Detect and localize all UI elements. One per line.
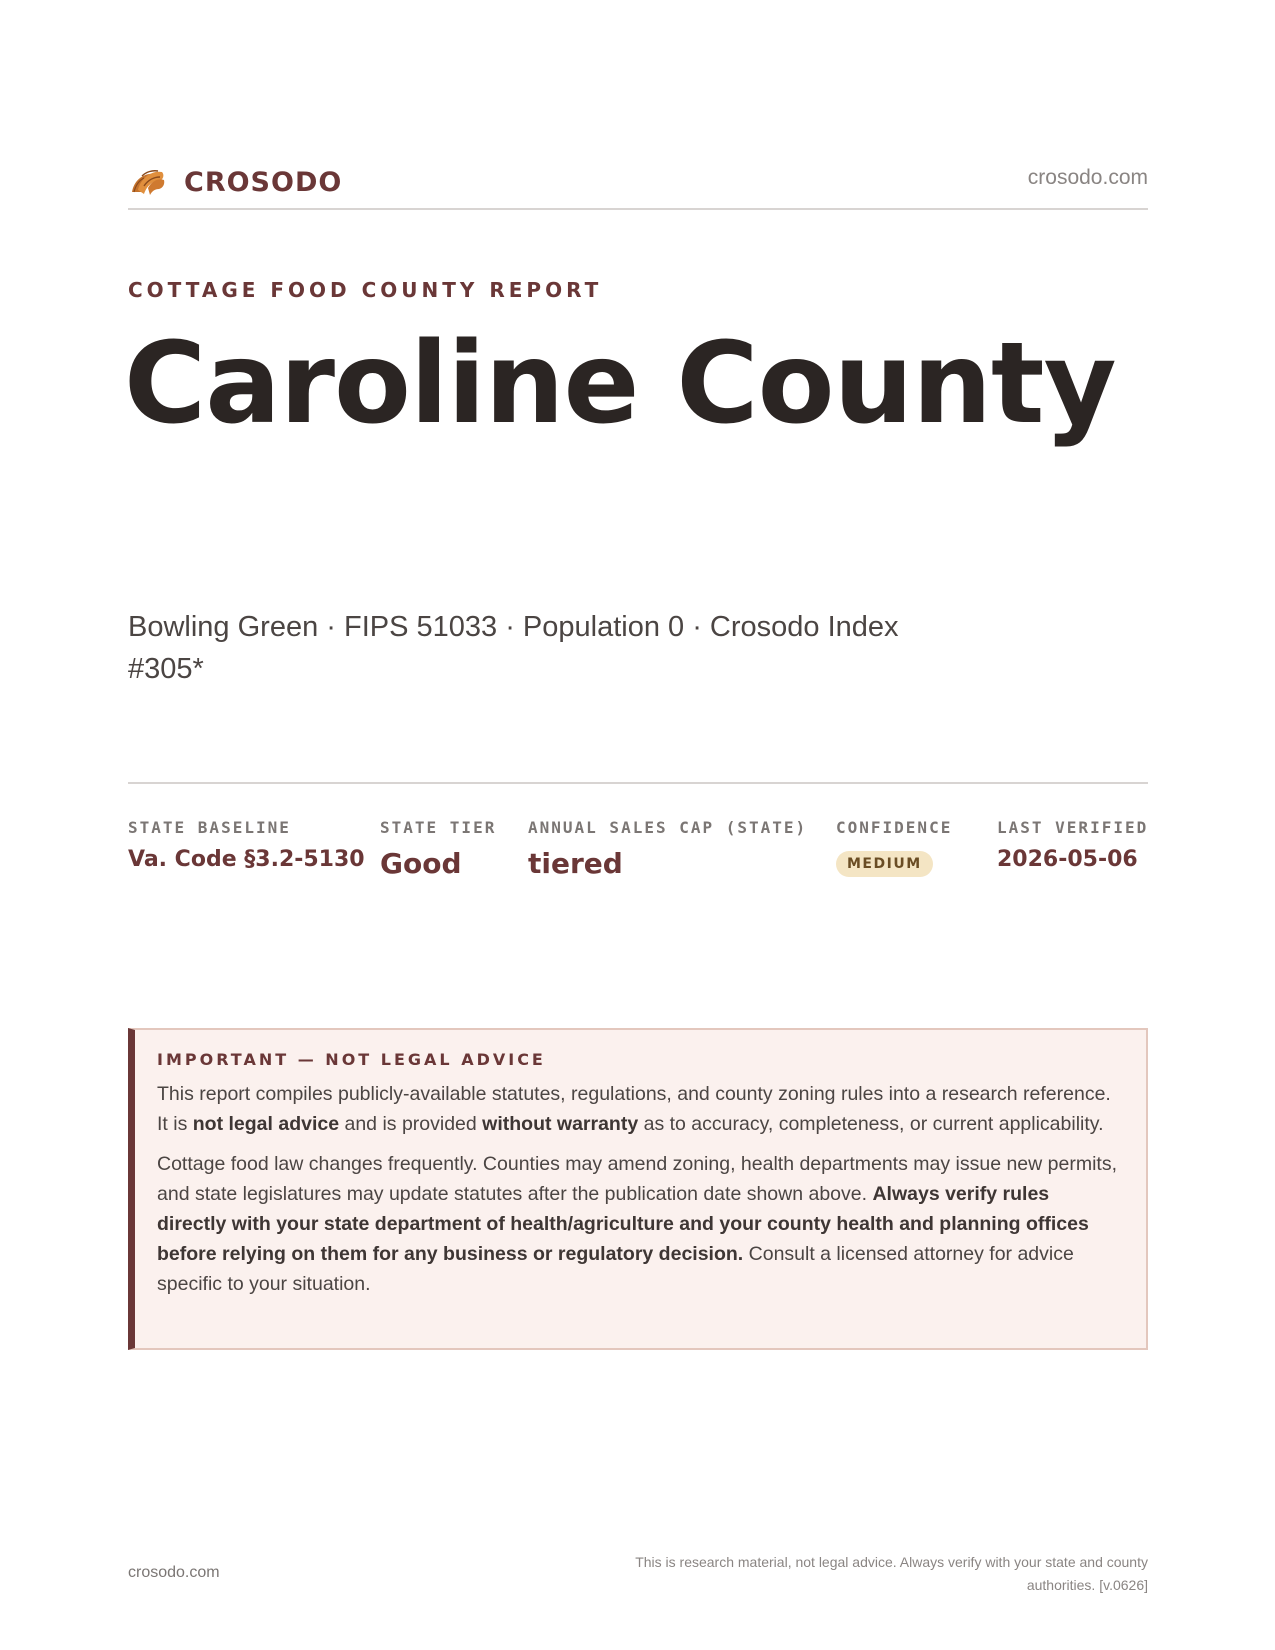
stat-value: 2026-05-06 (997, 847, 1138, 872)
footer-site-link[interactable]: crosodo.com (128, 1564, 220, 1581)
report-eyebrow: COTTAGE FOOD COUNTY REPORT (128, 278, 603, 302)
page-header (128, 158, 1148, 210)
notice-paragraph-2 (157, 1149, 1120, 1299)
notice-text: and is provided (339, 1113, 483, 1135)
footer-disclaimer: This is research material, not legal advice. Always verify with your state and county authorities. [v.0626] (635, 1554, 1148, 1593)
notice-title: IMPORTANT — NOT LEGAL ADVICE (157, 1050, 546, 1069)
report-subtitle: Bowling Green · FIPS 51033 · Population 0 · Crosodo Index #305* (128, 611, 899, 685)
notice-emphasis: Always verify rules directly with your state department of health/agriculture and your county health and planning offices before relying on them for any business or regulatory decision. (157, 1183, 1089, 1265)
notice-text: as to accuracy, completeness, or current applicability. (638, 1113, 1104, 1135)
stat-label: ANNUAL SALES CAP (STATE) (528, 818, 808, 837)
stats-row (128, 818, 1148, 898)
notice-text: Cottage food law changes frequently. Counties may amend zoning, health departments may issue new permits, and state legislatures may update statutes after the publication date shown above. (157, 1153, 1117, 1205)
stat-state-baseline (128, 818, 365, 872)
brand[interactable] (128, 162, 342, 202)
brand-name: CROSODO (184, 166, 343, 198)
page-title: Caroline County (124, 319, 1116, 449)
croissant-icon (128, 162, 168, 202)
legal-notice (128, 1028, 1148, 1350)
notice-text: Consult a licensed attorney for advice specific to your situation. (157, 1243, 1074, 1295)
stat-value: tiered (528, 847, 623, 880)
stat-value: Good (380, 847, 462, 880)
stat-label: LAST VERIFIED (997, 818, 1149, 837)
stat-state-tier (380, 818, 496, 880)
notice-emphasis: not legal advice (192, 1113, 340, 1135)
status-badge: MEDIUM (836, 851, 933, 877)
notice-text: This report compiles publicly-available statutes, regulations, and county zoning rules into a research reference. It is (157, 1083, 1111, 1135)
stat-value: Va. Code §3.2-5130 (128, 847, 365, 872)
notice-emphasis: without warranty (482, 1113, 639, 1135)
stat-label: STATE BASELINE (128, 818, 291, 837)
stat-last-verified (997, 818, 1148, 872)
stat-label: STATE TIER (380, 818, 497, 837)
notice-paragraph-1 (157, 1079, 1120, 1139)
stat-sales-cap (528, 818, 807, 880)
stat-label: CONFIDENCE (836, 818, 953, 837)
stat-confidence (836, 818, 952, 877)
site-link[interactable]: crosodo.com (1027, 166, 1148, 189)
divider (128, 782, 1148, 784)
